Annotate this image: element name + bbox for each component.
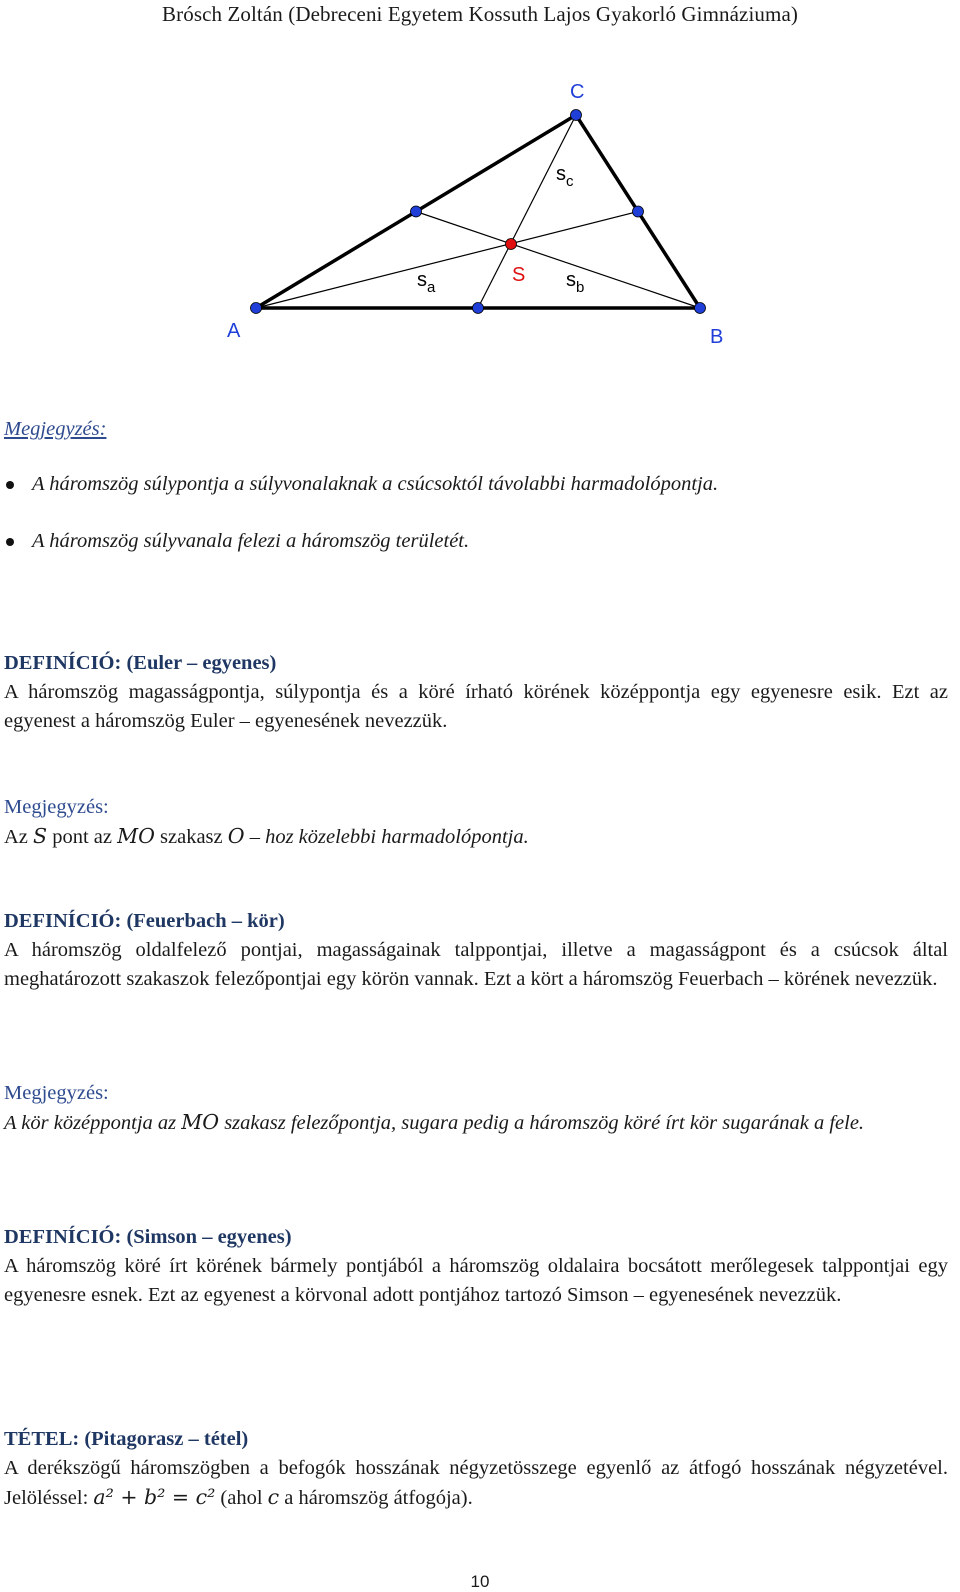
text-span: A kör középpontja az <box>4 1112 182 1134</box>
label-S: S <box>512 264 526 286</box>
label-A: A <box>227 320 241 342</box>
math-MO: MO <box>181 1110 220 1134</box>
pythagoras-formula: a² + b² = c² <box>93 1485 216 1509</box>
feuerbach-title: DEFINÍCIÓ: (Feuerbach – kör) <box>4 910 285 932</box>
label-sb: $s_b$ <box>566 269 585 296</box>
note1-bullet-list <box>0 470 944 584</box>
simson-definition <box>4 1223 948 1310</box>
feuerbach-body: A háromszög oldalfelező pontjai, magasságainak talppontjai, illetve a magasságpont és a csúcsok által meghatározott szakaszok felezőpontjai egy körön vannak. Ezt a kört a háromszög Feuerbach – körének nevezzük. <box>4 939 948 990</box>
pitagorasz-body <box>4 1454 948 1513</box>
list-item-text: A háromszög súlyvanala felezi a háromszög területét. <box>32 530 470 552</box>
page-header: Brósch Zoltán (Debreceni Egyetem Kossuth Lajos Gyakorló Gimnáziuma) <box>162 2 798 26</box>
bullet-icon <box>6 481 14 489</box>
math-S: S <box>33 824 48 848</box>
feuerbach-definition <box>4 907 948 994</box>
text-span: (ahol <box>215 1487 268 1509</box>
euler-title: DEFINÍCIÓ: (Euler – egyenes) <box>4 652 277 674</box>
simson-body: A háromszög köré írt körének bármely pontjából a háromszög oldalaira bocsátott merőlegesek talppontjai egy egyenesre esnek. Ezt az egyenest a körvonal adott pontjához tartozó Simson – egyenesének nevezzük. <box>4 1255 948 1306</box>
pitagorasz-title: TÉTEL: (Pitagorasz – tétel) <box>4 1428 249 1450</box>
euler-note-text <box>4 822 948 852</box>
label-B: B <box>710 326 724 348</box>
euler-definition <box>4 649 948 736</box>
text-span: – hoz közelebbi harmadolópontja. <box>244 826 529 848</box>
text-span: a háromszög átfogója). <box>279 1487 473 1509</box>
text-span: szakasz <box>154 826 228 848</box>
math-c: c <box>267 1485 280 1509</box>
centroid-triangle-figure <box>220 72 760 360</box>
label-C: C <box>570 81 585 103</box>
bullet-icon <box>6 538 14 546</box>
pitagorasz-theorem <box>4 1425 948 1513</box>
euler-note <box>4 793 948 852</box>
note1-label-block <box>4 415 948 444</box>
list-item-text: A háromszög súlypontja a súlyvonalaknak a csúcsoktól távolabbi harmadolópontja. <box>32 473 719 495</box>
page-number: 10 <box>470 1572 490 1591</box>
simson-title: DEFINÍCIÓ: (Simson – egyenes) <box>4 1226 292 1248</box>
centroid-point <box>506 239 517 250</box>
math-MO: MO <box>117 824 155 848</box>
feuerbach-note <box>4 1079 948 1138</box>
note-label: Megjegyzés: <box>4 418 107 440</box>
label-sc: $s_c$ <box>556 163 574 190</box>
note-label: Megjegyzés: <box>4 1082 109 1104</box>
feuerbach-note-text <box>4 1108 948 1138</box>
list-item <box>0 470 944 499</box>
text-span: szakasz felezőpontja, sugara pedig a háromszög köré írt kör sugarának a fele. <box>219 1112 865 1134</box>
text-span: pont az <box>47 826 118 848</box>
text-span: Az <box>4 826 34 848</box>
label-sa: $s_a$ <box>417 269 436 296</box>
list-item <box>0 527 944 556</box>
text-span: A derékszögű háromszögben a befogók hosszának négyzetösszege egyenlő az átfogó hosszának négyzetével. Jelöléssel: <box>4 1457 948 1509</box>
euler-body: A háromszög magasságpontja, súlypontja és a köré írható körének középpontja egy egyenesre esik. Ezt az egyenest a háromszög Euler – egyenesének nevezzük. <box>4 681 948 732</box>
math-O: O <box>227 824 245 848</box>
vertex-points <box>251 110 706 314</box>
note-label: Megjegyzés: <box>4 796 109 818</box>
